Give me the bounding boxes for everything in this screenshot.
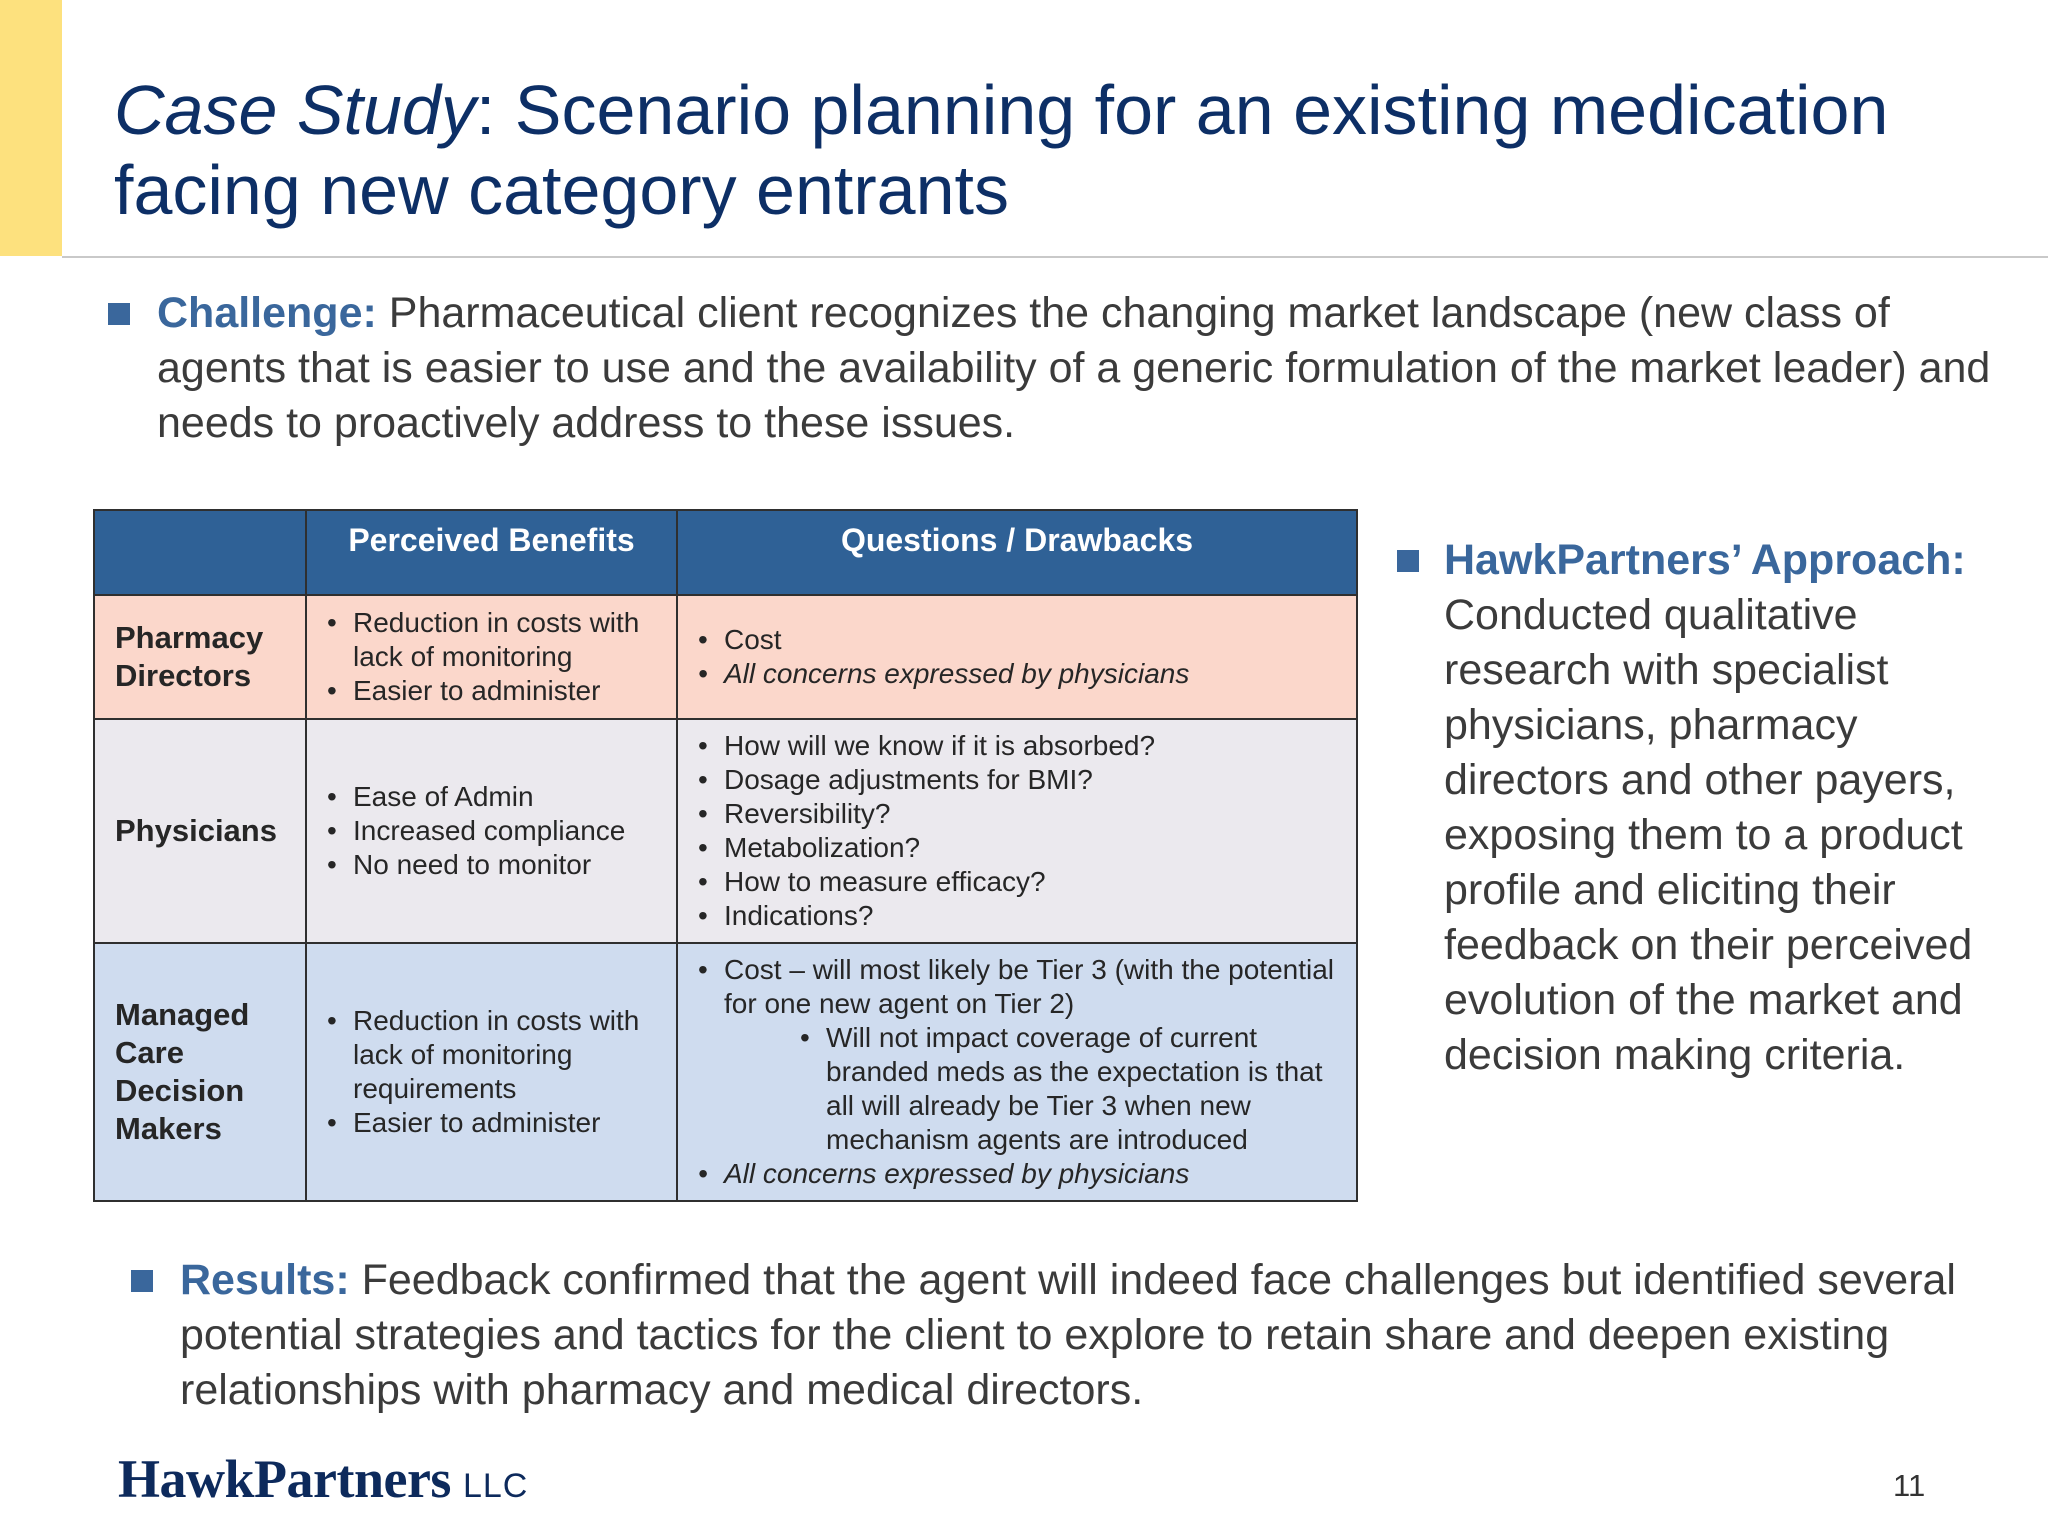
questions-cell — [677, 943, 1357, 1201]
table-header-empty — [94, 510, 306, 595]
list-item: • Cost – will most likely be Tier 3 (with the potential for one new agent on Tier 2) — [698, 953, 1348, 1021]
list-item: • All concerns expressed by physicians — [698, 1157, 1348, 1191]
list-item: • Metabolization? — [698, 831, 1348, 865]
list-item: • Cost — [698, 623, 1348, 657]
approach-label: HawkPartners’ Approach: — [1444, 536, 1966, 584]
list-item: • Increased compliance — [327, 814, 668, 848]
challenge-bullet — [157, 286, 2027, 451]
table-header-benefits: Perceived Benefits — [306, 510, 677, 595]
list-item: • No need to monitor — [327, 848, 668, 882]
row-header-managed-care: Managed Care Decision Makers — [94, 943, 306, 1201]
title-text: : Scenario planning for an existing medication facing new category entrants — [114, 71, 1889, 229]
approach-bullet — [1444, 533, 2004, 1083]
logo-suffix: LLC — [462, 1467, 529, 1505]
slide-title — [114, 70, 2014, 230]
benefits-cell — [306, 719, 677, 943]
table-header-row — [94, 510, 1357, 595]
results-text: Feedback confirmed that the agent will indeed face challenges but identified several potential strategies and tactics for the client to explore to retain share and deepen existing relationships with pharmacy and medical directors. — [180, 1256, 1956, 1414]
logo-name: HawkPartners — [118, 1449, 451, 1509]
list-item: • How to measure efficacy? — [698, 865, 1348, 899]
list-item: • Indications? — [698, 899, 1348, 933]
challenge-text: Pharmaceutical client recognizes the changing market landscape (new class of agents that is easier to use and the availability of a generic formulation of the market leader) and needs to proactively address to these issues. — [157, 289, 1991, 447]
list-item: • Reduction in costs with lack of monitoring requirements — [327, 1004, 668, 1106]
title-emphasis: Case Study — [114, 71, 476, 149]
page-number: 11 — [1893, 1468, 1926, 1503]
list-item: • Easier to administer — [327, 1106, 668, 1140]
list-item: • All concerns expressed by physicians — [698, 657, 1348, 691]
results-bullet — [180, 1253, 2020, 1418]
list-item: • Reversibility? — [698, 797, 1348, 831]
approach-text: Conducted qualitative research with specialist physicians, pharmacy directors and other payers, exposing them to a product profile and eliciting their feedback on their perceived evolution of the market and decision making criteria. — [1444, 591, 1973, 1079]
list-item: • How will we know if it is absorbed? — [698, 729, 1348, 763]
list-item: • Ease of Admin — [327, 780, 668, 814]
questions-cell — [677, 595, 1357, 719]
stakeholder-matrix — [93, 509, 1358, 1202]
list-item: • Reduction in costs with lack of monitoring — [327, 606, 668, 674]
table-row — [94, 719, 1357, 943]
benefits-cell — [306, 595, 677, 719]
table-row — [94, 943, 1357, 1201]
list-item: • Dosage adjustments for BMI? — [698, 763, 1348, 797]
list-item: • Easier to administer — [327, 674, 668, 708]
table-row — [94, 595, 1357, 719]
header-accent-bar — [0, 0, 62, 256]
row-header-physicians: Physicians — [94, 719, 306, 943]
square-bullet-icon — [1397, 550, 1419, 572]
sub-list-item: • Will not impact coverage of current branded meds as the expectation is that all will already be Tier 3 when new mechanism agents are introduced — [800, 1021, 1348, 1157]
results-label: Results: — [180, 1256, 350, 1304]
challenge-label: Challenge: — [157, 289, 377, 337]
square-bullet-icon — [131, 1270, 153, 1292]
questions-cell — [677, 719, 1357, 943]
header-divider — [62, 256, 2048, 258]
table-header-questions: Questions / Drawbacks — [677, 510, 1357, 595]
row-header-pharmacy-directors: Pharmacy Directors — [94, 595, 306, 719]
company-logo — [118, 1448, 528, 1510]
square-bullet-icon — [108, 303, 130, 325]
benefits-cell — [306, 943, 677, 1201]
